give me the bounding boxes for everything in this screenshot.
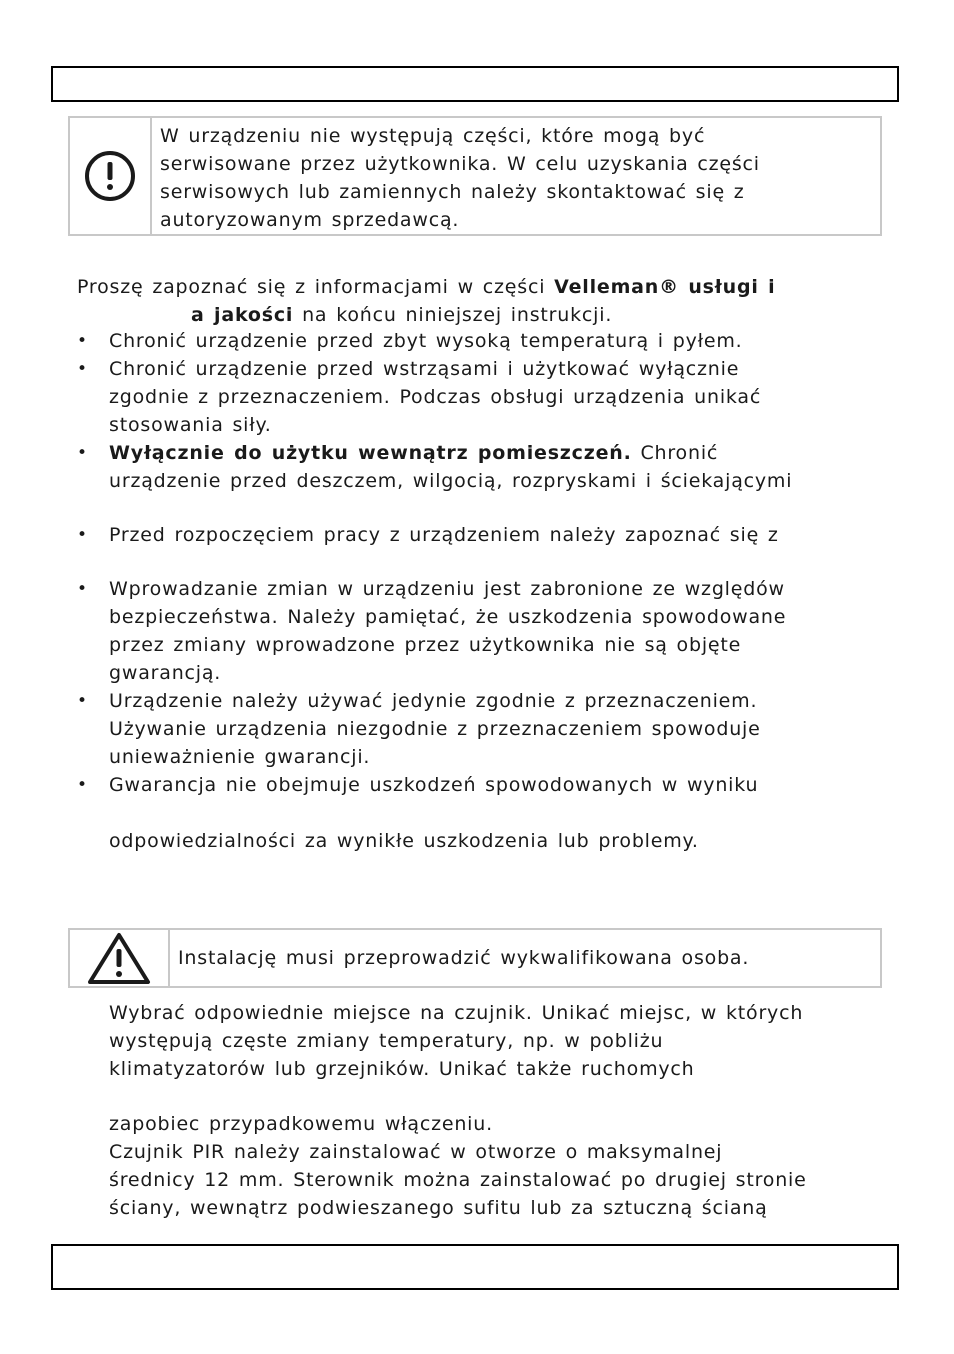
list-item-line: odpowiedzialności za wynikłe uszkodzenia lub problemy. [109,830,699,852]
intro-text: Proszę zapoznać się z informacjami w części [77,276,555,298]
warning-line: Instalację musi przeprowadzić wykwalifikowana osoba. [178,947,750,969]
list-item [77,521,877,575]
caution-icon-cell [70,118,152,234]
list-item-line: urządzenie przed deszczem, wilgocią, rozpryskami i ściekającymi [109,470,793,492]
list-item-line: • Przed rozpoczęciem pracy z urządzeniem należy zapoznać się z [109,524,779,546]
install-line: ściany, wewnątrz podwieszanego sufitu lub za sztuczną ścianą [109,1197,768,1219]
list-item-line: • Chronić urządzenie przed wstrząsami i użytkować wyłącznie [109,358,740,380]
list-item-line: stosowania siły. [109,414,272,436]
list-item-line: unieważnienie gwarancji. [109,746,371,768]
intro-text: na końcu niniejszej instrukcji. [293,304,613,326]
list-item-line: gwarancją. [109,662,222,684]
install-paragraph [109,999,807,1222]
page-header-box [51,66,899,102]
intro-line-2 [191,301,612,329]
caution-line: autoryzowanym sprzedawcą. [160,209,460,231]
safety-bullet-list [77,327,877,855]
list-item-line: przez zmiany wprowadzone przez użytkownika nie są objęte [109,634,742,656]
list-item-line [109,439,877,467]
install-line: Czujnik PIR należy zainstalować w otworze o maksymalnej [109,1141,723,1163]
list-item-line: • Chronić urządzenie przed zbyt wysoką temperaturą i pyłem. [109,330,743,352]
install-line: Wybrać odpowiednie miejsce na czujnik. Unikać miejsc, w których [109,1002,804,1024]
install-line: występują częste zmiany temperatury, np. w pobliżu [109,1030,664,1052]
intro-line-1 [77,273,775,301]
list-item-line: • Urządzenie należy używać jedynie zgodnie z przeznaczeniem. [109,690,758,712]
list-item [77,771,877,855]
bold-phrase: Wyłącznie do użytku wewnątrz pomieszczeń. [109,442,632,464]
list-item [77,355,877,439]
install-line: klimatyzatorów lub grzejników. Unikać także ruchomych [109,1058,695,1080]
warning-icon-cell [70,930,170,986]
caution-line: serwisowane przez użytkownika. W celu uzyskania części [160,153,760,175]
list-item-line: • Wprowadzanie zmian w urządzeniu jest zabronione ze względów [109,578,785,600]
warning-triangle-icon [86,931,152,985]
list-item-line: zgodnie z przeznaczeniem. Podczas obsługi urządzenia unikać [109,386,762,408]
list-item [77,687,877,771]
page-footer-box [51,1244,899,1290]
list-item-text: Chronić [631,442,719,464]
warning-text [170,930,757,986]
intro-bold: a jakości [191,304,294,326]
list-item-line: bezpieczeństwa. Należy pamiętać, że uszkodzenia spowodowane [109,606,787,628]
caution-note [68,116,882,236]
list-item [77,439,877,521]
install-line: zapobiec przypadkowemu włączeniu. [109,1113,493,1135]
list-item-line: Używanie urządzenia niezgodnie z przeznaczeniem spowoduje [109,718,761,740]
list-item [77,327,877,355]
list-item [77,575,877,687]
exclamation-circle-icon [83,149,137,203]
caution-text [152,118,768,234]
caution-line: serwisowych lub zamiennych należy skontaktować się z [160,181,745,203]
install-line: średnicy 12 mm. Sterownik można zainstalować po drugiej stronie [109,1169,807,1191]
list-item-line: • Gwarancja nie obejmuje uszkodzeń spowodowanych w wyniku [109,774,759,796]
caution-line: W urządzeniu nie występują części, które mogą być [160,125,706,147]
intro-bold: Velleman® usługi i [554,276,776,298]
warning-note [68,928,882,988]
